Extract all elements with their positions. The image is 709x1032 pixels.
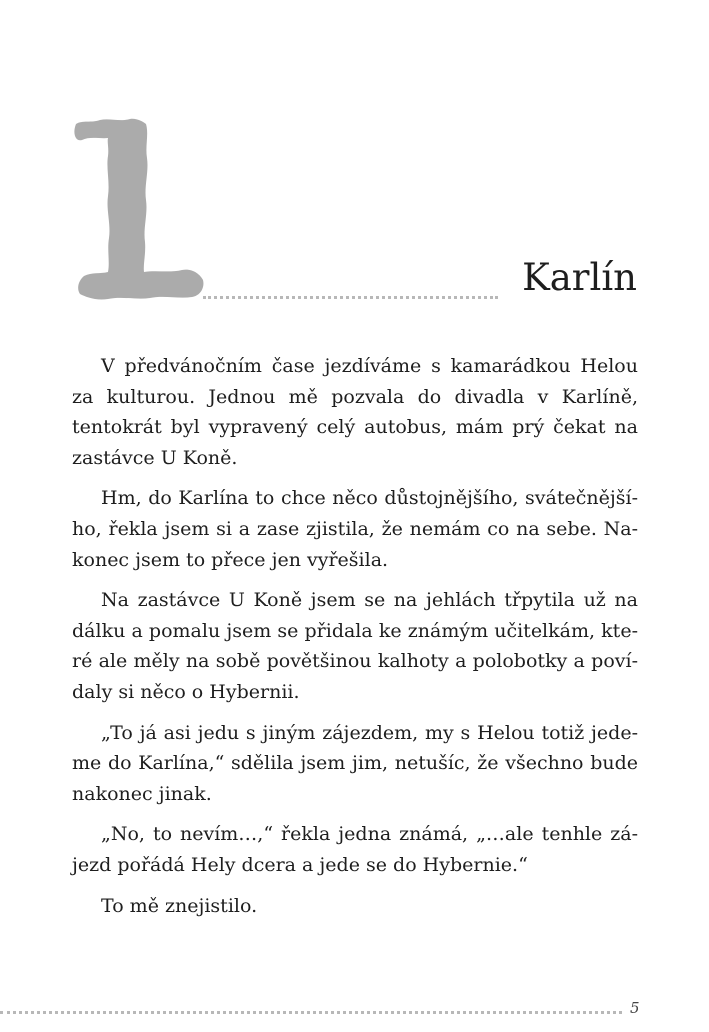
chapter-numeral-graphic — [70, 112, 206, 302]
paragraph: Na zastávce U Koně jsem se na jehlách třpytila už na dálku a pomalu jsem se přidala ke známým učitelkám, které ale měly na sobě povětšinou kalhoty a polobotky a povídaly si něco o Hybernii. — [72, 589, 638, 703]
footer-dotted-rule — [0, 1011, 622, 1014]
paragraph: V předvánočním čase jezdíváme s kamarádkou Helou za kulturou. Jednou mě pozvala do divadla v Karlíně, tentokrát byl vypravený celý autobus, mám prý čekat na zastávce U Koně. — [72, 355, 638, 469]
body-text — [72, 351, 638, 931]
chapter-title: Karlín — [522, 256, 637, 299]
paragraph: To mě znejistilo. — [101, 894, 258, 917]
page-number: 5 — [630, 999, 640, 1017]
chapter-title-leader-dots — [203, 296, 498, 299]
paragraph: „No, to nevím…,“ řekla jedna známá, „…ale tenhle zájezd pořádá Hely dcera a jede se do Hybernie.“ — [72, 823, 638, 876]
chapter-numeral — [70, 112, 206, 302]
paragraph: „To já asi jedu s jiným zájezdem, my s Helou totiž jedeme do Karlína,“ sdělila jsem jim, netušíc, že všechno bude nakonec jinak. — [72, 721, 638, 805]
paragraph: Hm, do Karlína to chce něco důstojnějšího, svátečnějšího, řekla jsem si a zase zjistila, že nemám co na sebe. Nakonec jsem to přece jen vyřešila. — [72, 487, 638, 571]
